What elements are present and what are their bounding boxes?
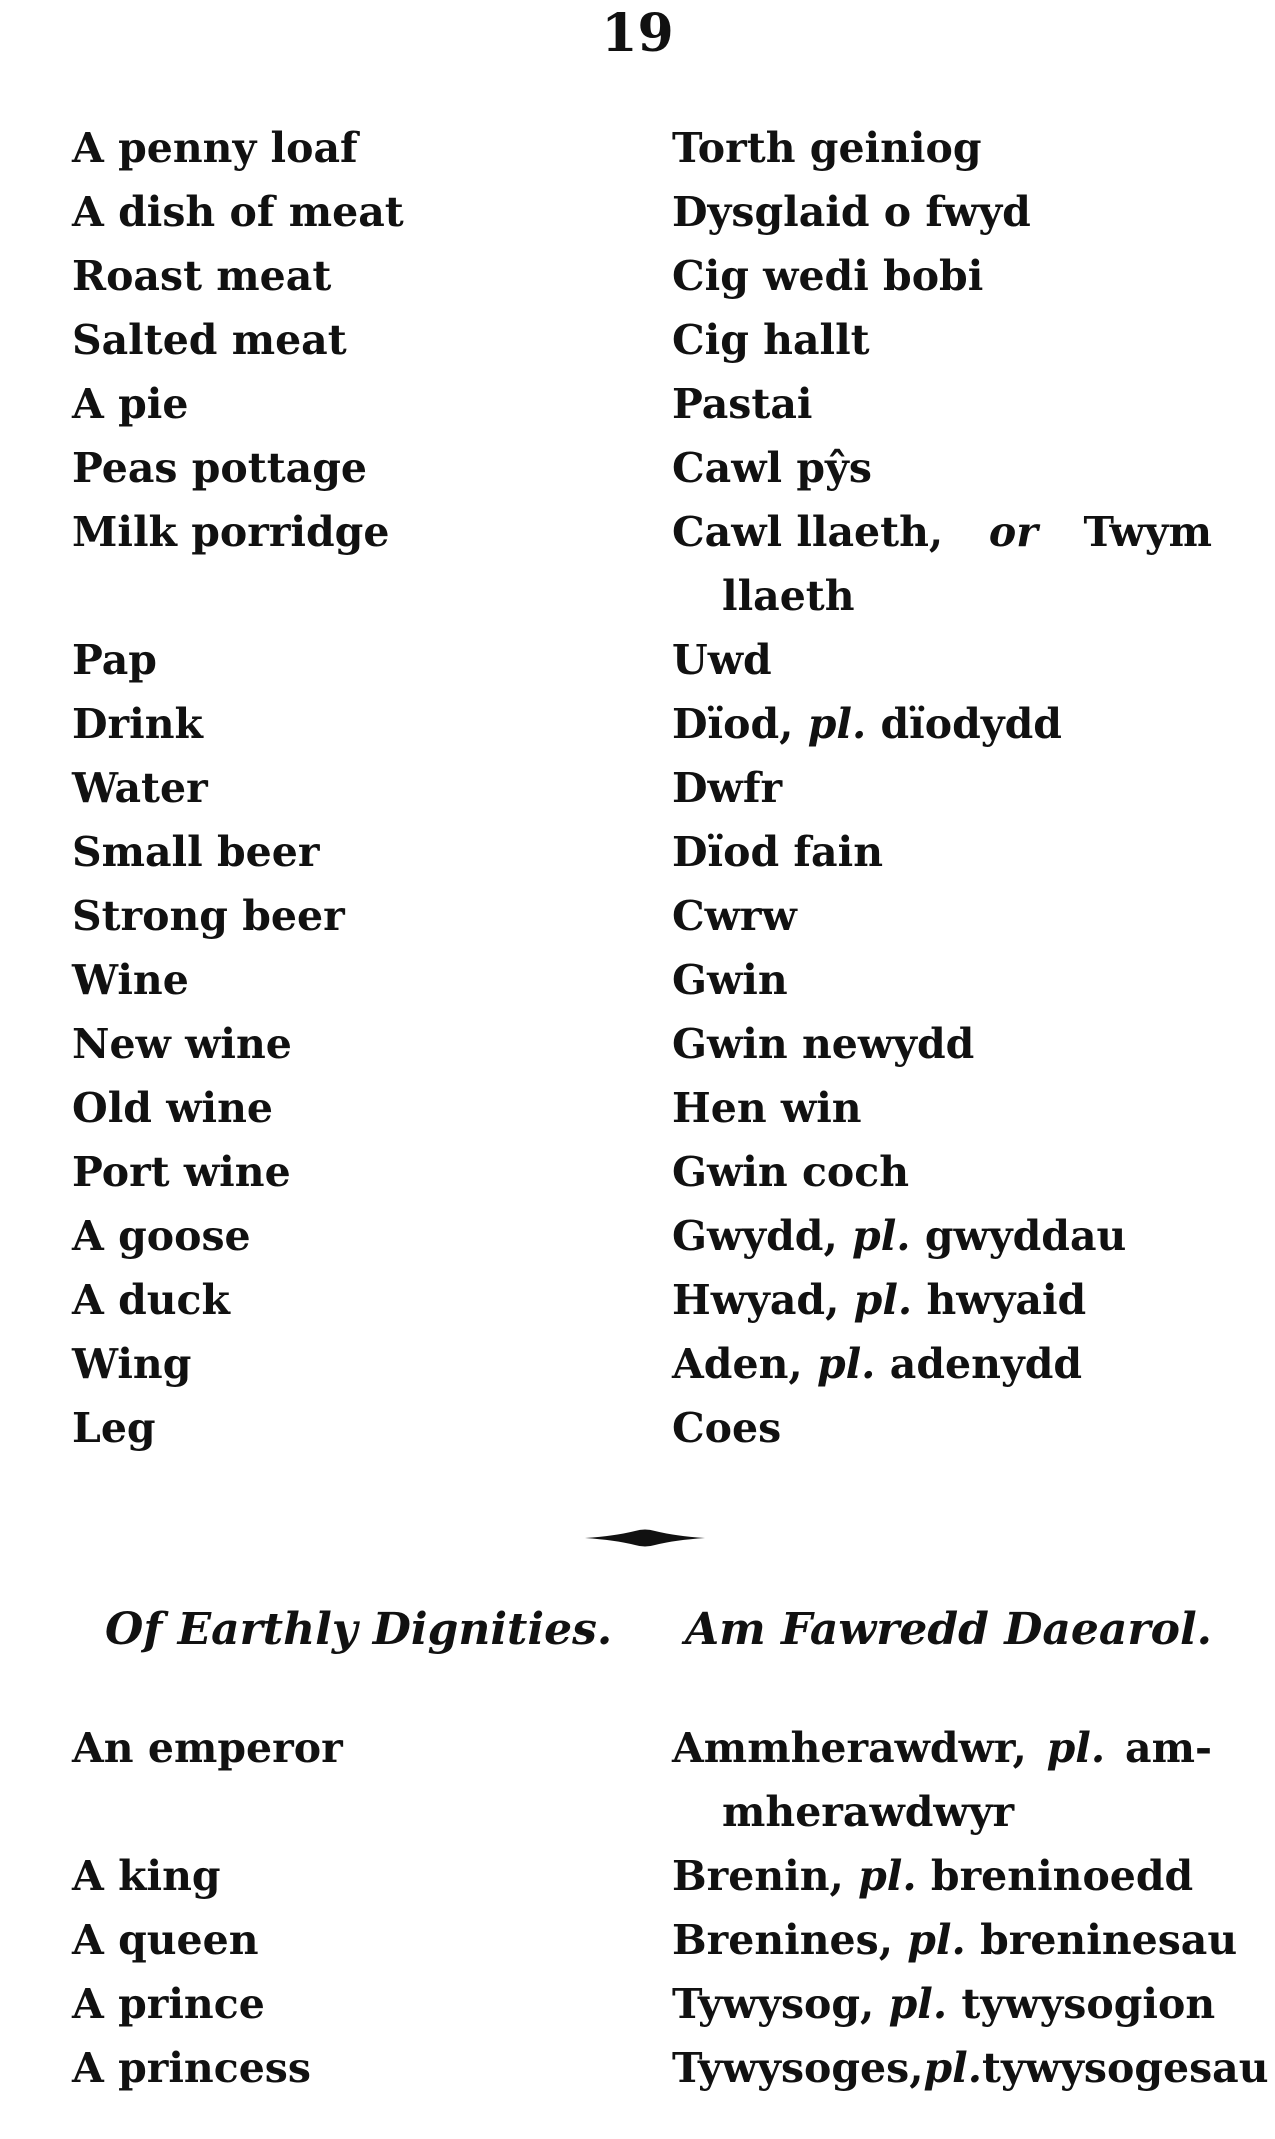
english-term: Old wine bbox=[72, 1084, 273, 1132]
section-heading-welsh: Am Fawredd Daearol. bbox=[685, 1604, 1212, 1655]
english-term: Leg bbox=[72, 1404, 156, 1452]
welsh-term: Cig hallt bbox=[672, 316, 870, 364]
welsh-term bbox=[672, 1332, 1212, 1396]
welsh-term bbox=[672, 1844, 1212, 1908]
english-term: A prince bbox=[72, 1980, 265, 2028]
plural-abbrev: pl. bbox=[1046, 1724, 1106, 1772]
welsh-plural: tywysogion bbox=[961, 1980, 1216, 2028]
welsh-singular: Gwydd, bbox=[672, 1212, 838, 1260]
welsh-plural: tywysogesau bbox=[982, 2044, 1269, 2092]
english-term: Wing bbox=[72, 1340, 192, 1388]
english-term: Peas pottage bbox=[72, 444, 367, 492]
section-divider-ornament bbox=[585, 1528, 705, 1548]
english-term: A pie bbox=[72, 380, 189, 428]
dignities-welsh-list bbox=[672, 1716, 1269, 2100]
english-term: A king bbox=[72, 1852, 221, 1900]
plural-abbrev: pl. bbox=[888, 1980, 948, 2028]
plural-abbrev: pl. bbox=[923, 2044, 983, 2092]
english-term-text: Milk porridge bbox=[72, 508, 390, 556]
english-term: Pap bbox=[72, 636, 157, 684]
english-term: A goose bbox=[72, 1212, 251, 1260]
welsh-singular: Dïod, bbox=[672, 700, 794, 748]
welsh-term bbox=[672, 1908, 1238, 1972]
english-term: Roast meat bbox=[72, 252, 332, 300]
section-heading-english: Of Earthly Dignities. bbox=[105, 1604, 613, 1655]
welsh-term: Dïod fain bbox=[672, 828, 884, 876]
plural-abbrev: pl. bbox=[816, 1340, 876, 1388]
welsh-plural: dïodydd bbox=[880, 700, 1062, 748]
welsh-term: Dwfr bbox=[672, 764, 783, 812]
english-term-text: An emperor bbox=[72, 1724, 343, 1772]
welsh-plural: hwyaid bbox=[926, 1276, 1087, 1324]
or-conjunction: or bbox=[988, 508, 1038, 556]
plural-abbrev: pl. bbox=[858, 1852, 917, 1900]
english-term: Small beer bbox=[72, 828, 320, 876]
english-term bbox=[72, 500, 632, 628]
welsh-term: Hen win bbox=[672, 1084, 862, 1132]
welsh-term bbox=[672, 692, 1212, 756]
welsh-plural: gwyddau bbox=[924, 1212, 1127, 1260]
welsh-term-continuation: mherawdwyr bbox=[722, 1788, 1015, 1836]
plural-abbrev: pl. bbox=[853, 1276, 913, 1324]
english-term: Drink bbox=[72, 700, 203, 748]
welsh-singular: Aden, bbox=[672, 1340, 803, 1388]
welsh-term: Uwd bbox=[672, 636, 772, 684]
welsh-term: Torth geiniog bbox=[672, 124, 982, 172]
welsh-singular: Brenines, bbox=[672, 1916, 893, 1964]
welsh-term bbox=[672, 1268, 1212, 1332]
welsh-term: Cawl pŷs bbox=[672, 444, 872, 492]
english-term bbox=[72, 1716, 632, 1844]
welsh-terms-list bbox=[672, 116, 1212, 1460]
english-term: Wine bbox=[72, 956, 189, 1004]
welsh-singular: Ammherawdwr, bbox=[672, 1724, 1027, 1772]
welsh-plural: adenydd bbox=[889, 1340, 1083, 1388]
plural-abbrev: pl. bbox=[907, 1916, 966, 1964]
welsh-term: Gwin coch bbox=[672, 1148, 910, 1196]
english-term: A duck bbox=[72, 1276, 230, 1324]
welsh-term bbox=[672, 1972, 1216, 2036]
plural-abbrev: pl. bbox=[852, 1212, 911, 1260]
plural-abbrev: pl. bbox=[807, 700, 867, 748]
welsh-term: Gwin bbox=[672, 956, 788, 1004]
welsh-term bbox=[672, 2036, 1269, 2100]
english-terms-list bbox=[72, 116, 632, 1460]
welsh-term: Cwrw bbox=[672, 892, 797, 940]
welsh-term-part: Twym bbox=[1083, 508, 1212, 556]
welsh-singular: Brenin, bbox=[672, 1852, 844, 1900]
welsh-plural: breninoedd bbox=[930, 1852, 1194, 1900]
english-term: Salted meat bbox=[72, 316, 347, 364]
welsh-term: Gwin newydd bbox=[672, 1020, 975, 1068]
welsh-term-part: Cawl llaeth, bbox=[672, 508, 944, 556]
english-term: A queen bbox=[72, 1916, 259, 1964]
welsh-term: Cig wedi bobi bbox=[672, 252, 984, 300]
welsh-term bbox=[672, 1716, 1212, 1844]
welsh-term bbox=[672, 500, 1212, 628]
english-term: A princess bbox=[72, 2044, 311, 2092]
welsh-term: Dysglaid o fwyd bbox=[672, 188, 1031, 236]
english-term: Water bbox=[72, 764, 208, 812]
welsh-plural: breninesau bbox=[980, 1916, 1238, 1964]
welsh-plural: am- bbox=[1125, 1724, 1212, 1772]
welsh-singular: Tywysoges, bbox=[672, 2044, 924, 2092]
welsh-term-continuation: llaeth bbox=[722, 572, 855, 620]
welsh-singular: Tywysog, bbox=[672, 1980, 875, 2028]
welsh-term: Coes bbox=[672, 1404, 782, 1452]
welsh-term-first-line bbox=[672, 500, 1212, 564]
welsh-term: Pastai bbox=[672, 380, 813, 428]
page-number: 19 bbox=[601, 3, 674, 64]
english-term: New wine bbox=[72, 1020, 292, 1068]
english-term: Port wine bbox=[72, 1148, 291, 1196]
welsh-term-first-line bbox=[672, 1716, 1212, 1780]
english-term: Strong beer bbox=[72, 892, 345, 940]
welsh-singular: Hwyad, bbox=[672, 1276, 840, 1324]
english-term: A penny loaf bbox=[72, 124, 358, 172]
welsh-term bbox=[672, 1204, 1212, 1268]
english-term: A dish of meat bbox=[72, 188, 404, 236]
dignities-english-list bbox=[72, 1716, 632, 2100]
